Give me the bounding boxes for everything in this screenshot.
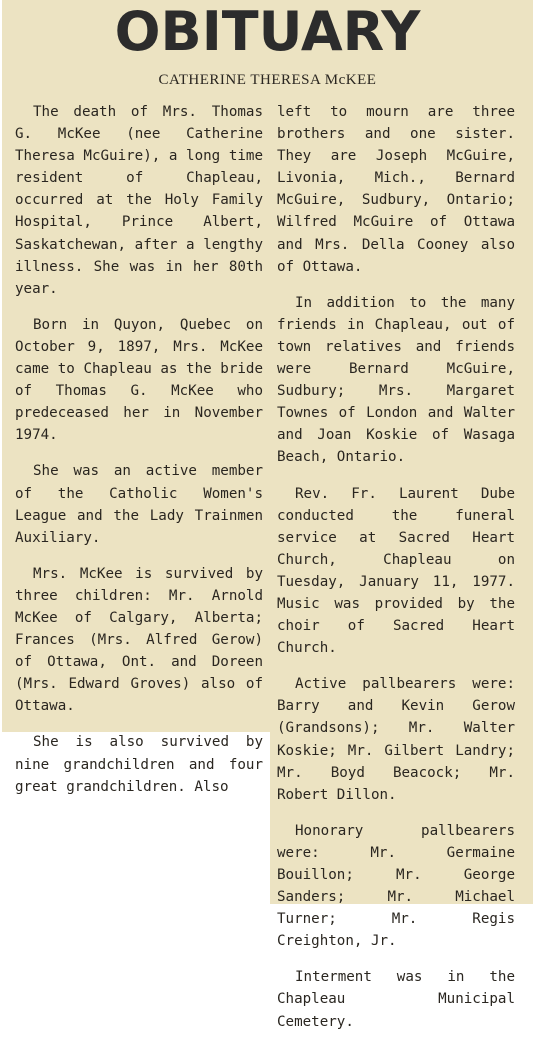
paragraph-survived-children: Mrs. McKee is survived by three children: Mr. Arnold McKee of Calgary, Alberta; Frances (Mrs. Alfred Gerow) of Ottawa, Ont. and Doreen (Mrs. Edward Groves) also of Ottawa. — [15, 565, 263, 715]
paragraph-survived-grandchildren: She is also survived by nine grandchildren and four great grandchildren. Also — [15, 734, 263, 795]
left-column — [15, 101, 263, 812]
obituary-headline: OBITUARY — [114, 0, 421, 63]
paragraph-birth: Born in Quyon, Quebec on October 9, 1897, Mrs. McKee came to Chapleau as the bride of Thomas G. McKee who predeceased her in November 1974. — [15, 316, 263, 444]
paragraph-death-notice: The death of Mrs. Thomas G. McKee (nee Catherine Theresa McGuire), a long time resident of Chapleau, occurred at the Holy Family Hospital, Prince Albert, Saskatchewan, after a lengthy illness. She was in her 80th year. — [15, 104, 263, 297]
paragraph-interment: Interment was in the Chapleau Municipal Cemetery. — [277, 969, 515, 1030]
deceased-name: CATHERINE THERESA McKEE — [158, 72, 377, 88]
paragraph-funeral: Rev. Fr. Laurent Dube conducted the funeral service at Sacred Heart Church, Chapleau on Tuesday, January 11, 1977. Music was provided by the choir of Sacred Heart Church. — [277, 485, 515, 657]
paragraph-memberships: She was an active member of the Catholic Women's League and the Lady Trainmen Auxiliary. — [15, 463, 263, 546]
paragraph-relatives: In addition to the many friends in Chapleau, out of town relatives and friends were Bernard McGuire, Sudbury; Mrs. Margaret Townes of London and Walter and Joan Koskie of Wasaga Beach, Ontario. — [277, 294, 515, 466]
paragraph-active-pallbearers: Active pallbearers were: Barry and Kevin Gerow (Grandsons); Mr. Walter Koskie; Mr. Gilbert Landry; Mr. Boyd Beacock; Mr. Robert Dillon. — [277, 676, 515, 803]
right-column — [277, 101, 515, 1047]
paragraph-honorary-pallbearers: Honorary pallbearers were: Mr. Germaine Bouillon; Mr. George Sanders; Mr. Michael Turner; Mr. Regis Creighton, Jr. — [277, 822, 515, 950]
paragraph-siblings: left to mourn are three brothers and one sister. They are Joseph McGuire, Livonia, Mich., Bernard McGuire, Sudbury, Ontario; Wilfred McGuire of Ottawa and Mrs. Della Cooney also of Ottawa. — [277, 104, 515, 275]
